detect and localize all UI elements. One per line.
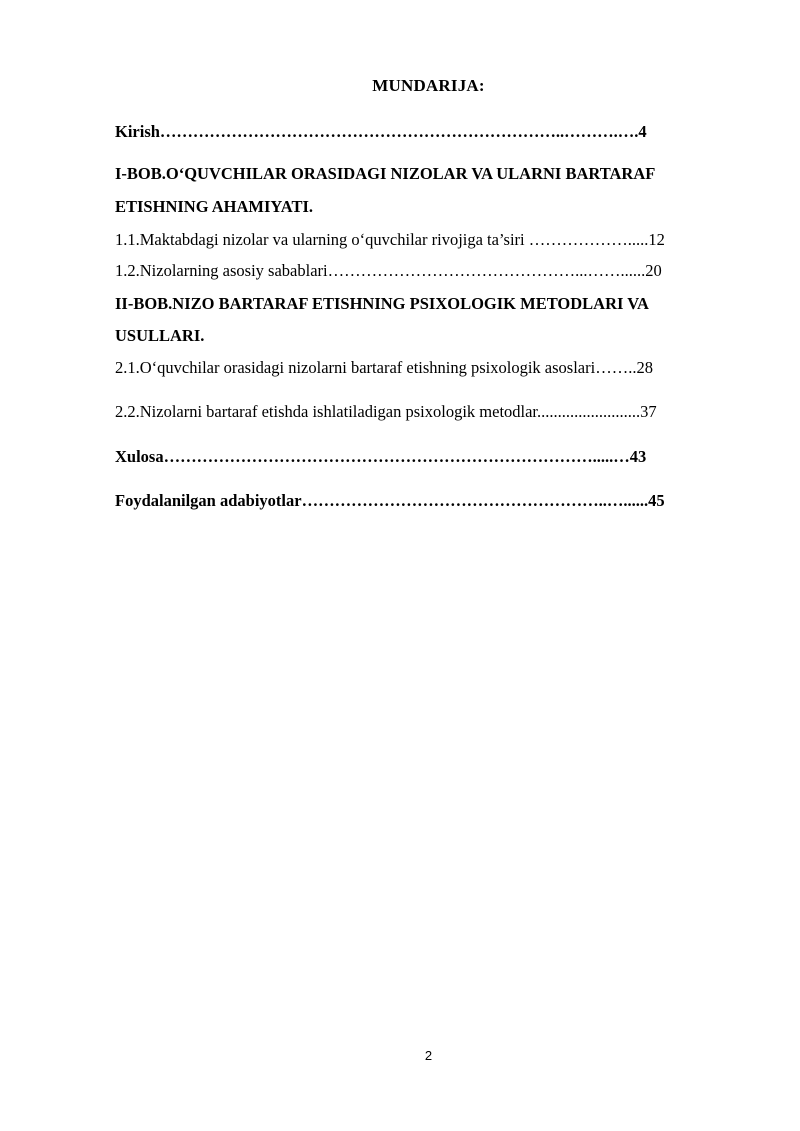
toc-entry-conclusion: Xulosa…………………………………………………………………….....…43 [115,447,647,466]
toc-chapter-2-heading-cont: USULLARI. [115,326,205,345]
toc-chapter-1-heading-cont: ETISHNING AHAMIYATI. [115,197,314,216]
page-number: 2 [424,1048,433,1063]
toc-entry-references: Foydalanilgan adabiyotlar………………………………………………..…......45 [115,491,665,510]
toc-section-2-1: 2.1.O‘quvchilar orasidagi nizolarni bartaraf etishning psixologik asoslari……..28 [115,358,653,377]
toc-chapter-2-heading: II-BOB.NIZO BARTARAF ETISHNING PSIXOLOGIK METODLARI VA [115,294,649,313]
toc-title: MUNDARIJA: [372,76,485,95]
toc-entry-introduction: Kirish………………………………………………………………..……….….4 [115,122,647,141]
toc-section-1-2: 1.2.Nizolarning asosiy sabablari………………………………………...……......20 [115,261,662,280]
toc-section-2-2: 2.2.Nizolarni bartaraf etishda ishlatiladigan psixologik metodlar.........................37 [115,402,657,421]
toc-chapter-1-heading: I-BOB.O‘QUVCHILAR ORASIDAGI NIZOLAR VA ULARNI BARTARAF [115,164,656,183]
toc-section-1-1: 1.1.Maktabdagi nizolar va ularning o‘quvchilar rivojiga ta’siri ……………….....12 [115,230,665,249]
